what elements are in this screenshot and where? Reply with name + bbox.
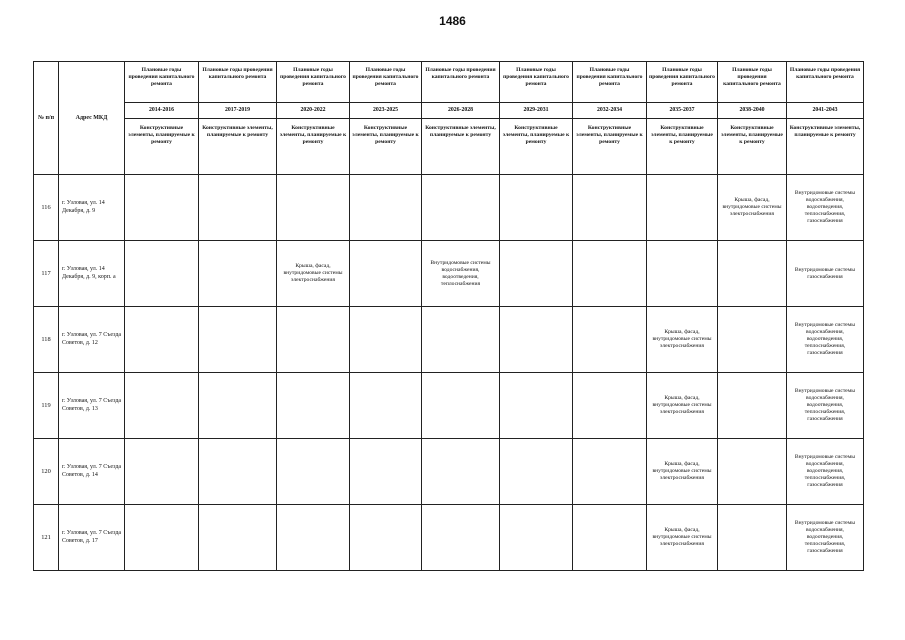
table-cell bbox=[350, 505, 422, 571]
table-cell: Внутридомовые системы водоснабжения, водоотведения, теплоснабжения bbox=[422, 241, 500, 307]
table-cell bbox=[500, 439, 573, 505]
table-cell bbox=[199, 373, 277, 439]
table-row bbox=[34, 241, 864, 307]
table-cell: Крыша, фасад, внутридомовые системы электроснабжения bbox=[647, 307, 718, 373]
table-cell: Крыша, фасад, внутридомовые системы электроснабжения bbox=[647, 373, 718, 439]
table-cell bbox=[350, 373, 422, 439]
header-period-title: Плановые годы проведения капитального ремонта bbox=[647, 62, 718, 103]
header-period-title: Плановые годы проведения капитального ремонта bbox=[350, 62, 422, 103]
header-period-title: Плановые годы проведения капитального ремонта bbox=[277, 62, 350, 103]
table-cell bbox=[718, 505, 787, 571]
row-address: г. Узловая, ул. 7 Съезда Советов, д. 12 bbox=[59, 307, 125, 373]
header-elements-title: Конструктивные элементы, планируемые к ремонту bbox=[350, 119, 422, 175]
row-number: 116 bbox=[34, 175, 59, 241]
table-cell bbox=[125, 505, 199, 571]
header-elements-title: Конструктивные элементы, планируемые к ремонту bbox=[573, 119, 647, 175]
header-period-title: Плановые годы проведения капитального ремонта bbox=[422, 62, 500, 103]
header-num: № п/п bbox=[34, 62, 59, 175]
header-elements-title: Конструктивные элементы, планируемые к ремонту bbox=[787, 119, 864, 175]
header-row-titles bbox=[34, 62, 864, 103]
table-cell: Крыша, фасад, внутридомовые системы электроснабжения bbox=[277, 241, 350, 307]
table-cell: Крыша, фасад, внутридомовые системы электроснабжения bbox=[718, 175, 787, 241]
table-cell bbox=[199, 439, 277, 505]
row-address: г. Узловая, ул. 14 Декабря, д. 9, корп. а bbox=[59, 241, 125, 307]
row-address: г. Узловая, ул. 14 Декабря, д. 9 bbox=[59, 175, 125, 241]
table-cell bbox=[199, 241, 277, 307]
table-cell bbox=[125, 439, 199, 505]
table-cell bbox=[573, 307, 647, 373]
header-period-title: Плановые годы проведения капитального ремонта bbox=[199, 62, 277, 103]
header-address: Адрес МКД bbox=[59, 62, 125, 175]
table-cell: Внутридомовые системы водоснабжения, водоотведения, теплоснабжения, газоснабжения bbox=[787, 505, 864, 571]
table-cell bbox=[422, 175, 500, 241]
table-row bbox=[34, 505, 864, 571]
period-2026-2028: 2026-2028 bbox=[422, 103, 500, 119]
header-elements-title: Конструктивные элементы, планируемые к ремонту bbox=[422, 119, 500, 175]
table-cell: Крыша, фасад, внутридомовые системы электроснабжения bbox=[647, 439, 718, 505]
table-cell bbox=[500, 505, 573, 571]
table-cell bbox=[125, 307, 199, 373]
table-cell bbox=[573, 241, 647, 307]
period-2032-2034: 2032-2034 bbox=[573, 103, 647, 119]
row-address: г. Узловая, ул. 7 Съезда Советов, д. 14 bbox=[59, 439, 125, 505]
header-elements-title: Конструктивные элементы, планируемые к ремонту bbox=[647, 119, 718, 175]
table-cell bbox=[422, 373, 500, 439]
table-cell bbox=[573, 373, 647, 439]
table-cell bbox=[199, 307, 277, 373]
period-2035-2037: 2035-2037 bbox=[647, 103, 718, 119]
period-2041-2043: 2041-2043 bbox=[787, 103, 864, 119]
table-cell bbox=[350, 307, 422, 373]
header-elements-title: Конструктивные элементы, планируемые к ремонту bbox=[277, 119, 350, 175]
table-row bbox=[34, 175, 864, 241]
header-elements-title: Конструктивные элементы, планируемые к ремонту bbox=[500, 119, 573, 175]
table-cell bbox=[500, 307, 573, 373]
table-cell: Внутридомовые системы водоснабжения, водоотведения, теплоснабжения, газоснабжения bbox=[787, 175, 864, 241]
table-cell bbox=[277, 175, 350, 241]
header-row-elements bbox=[34, 119, 864, 175]
row-number: 119 bbox=[34, 373, 59, 439]
row-address: г. Узловая, ул. 7 Съезда Советов, д. 17 bbox=[59, 505, 125, 571]
table-cell bbox=[500, 175, 573, 241]
table-cell bbox=[277, 505, 350, 571]
capital-repair-schedule-table bbox=[33, 61, 864, 571]
table-cell bbox=[350, 175, 422, 241]
row-number: 117 bbox=[34, 241, 59, 307]
table-row bbox=[34, 307, 864, 373]
header-period-title: Плановые годы проведения капитального ремонта bbox=[787, 62, 864, 103]
table-cell bbox=[125, 373, 199, 439]
table-cell bbox=[125, 241, 199, 307]
page-number: 1486 bbox=[439, 14, 466, 28]
table-cell: Внутридомовые системы водоснабжения, водоотведения, теплоснабжения, газоснабжения bbox=[787, 307, 864, 373]
table-cell bbox=[647, 241, 718, 307]
table-cell bbox=[573, 439, 647, 505]
header-elements-title: Конструктивные элементы, планируемые к ремонту bbox=[199, 119, 277, 175]
table-cell bbox=[573, 505, 647, 571]
table-cell: Внутридомовые системы водоснабжения, водоотведения, теплоснабжения, газоснабжения bbox=[787, 439, 864, 505]
header-period-title: Плановые годы проведения капитального ремонта bbox=[125, 62, 199, 103]
period-2023-2025: 2023-2025 bbox=[350, 103, 422, 119]
table-cell bbox=[500, 241, 573, 307]
table-cell bbox=[647, 175, 718, 241]
header-elements-title: Конструктивные элементы, планируемые к ремонту bbox=[718, 119, 787, 175]
table-cell bbox=[350, 241, 422, 307]
row-number: 118 bbox=[34, 307, 59, 373]
header-period-title: Плановые годы проведения капитального ремонта bbox=[718, 62, 787, 103]
row-number: 121 bbox=[34, 505, 59, 571]
period-2029-2031: 2029-2031 bbox=[500, 103, 573, 119]
row-number: 120 bbox=[34, 439, 59, 505]
period-2014-2016: 2014-2016 bbox=[125, 103, 199, 119]
table-cell bbox=[422, 307, 500, 373]
table-cell bbox=[350, 439, 422, 505]
period-2020-2022: 2020-2022 bbox=[277, 103, 350, 119]
period-2017-2019: 2017-2019 bbox=[199, 103, 277, 119]
table-cell bbox=[125, 175, 199, 241]
table-cell bbox=[500, 373, 573, 439]
table-row bbox=[34, 373, 864, 439]
table-cell: Крыша, фасад, внутридомовые системы электроснабжения bbox=[647, 505, 718, 571]
table-cell bbox=[277, 307, 350, 373]
table-cell bbox=[199, 175, 277, 241]
row-address: г. Узловая, ул. 7 Съезда Советов, д. 13 bbox=[59, 373, 125, 439]
table-cell bbox=[277, 373, 350, 439]
table-cell bbox=[718, 439, 787, 505]
header-row-periods bbox=[34, 103, 864, 119]
table-cell bbox=[422, 505, 500, 571]
table-cell bbox=[277, 439, 350, 505]
period-2038-2040: 2038-2040 bbox=[718, 103, 787, 119]
table-cell bbox=[718, 373, 787, 439]
table-cell bbox=[199, 505, 277, 571]
table-cell: Внутридомовые системы газоснабжения bbox=[787, 241, 864, 307]
table-cell bbox=[718, 241, 787, 307]
table-cell: Внутридомовые системы водоснабжения, водоотведения, теплоснабжения, газоснабжения bbox=[787, 373, 864, 439]
header-period-title: Плановые годы проведения капитального ремонта bbox=[573, 62, 647, 103]
table-row bbox=[34, 439, 864, 505]
table-cell bbox=[573, 175, 647, 241]
header-elements-title: Конструктивные элементы, планируемые к ремонту bbox=[125, 119, 199, 175]
header-period-title: Плановые годы проведения капитального ремонта bbox=[500, 62, 573, 103]
table-cell bbox=[718, 307, 787, 373]
table-cell bbox=[422, 439, 500, 505]
